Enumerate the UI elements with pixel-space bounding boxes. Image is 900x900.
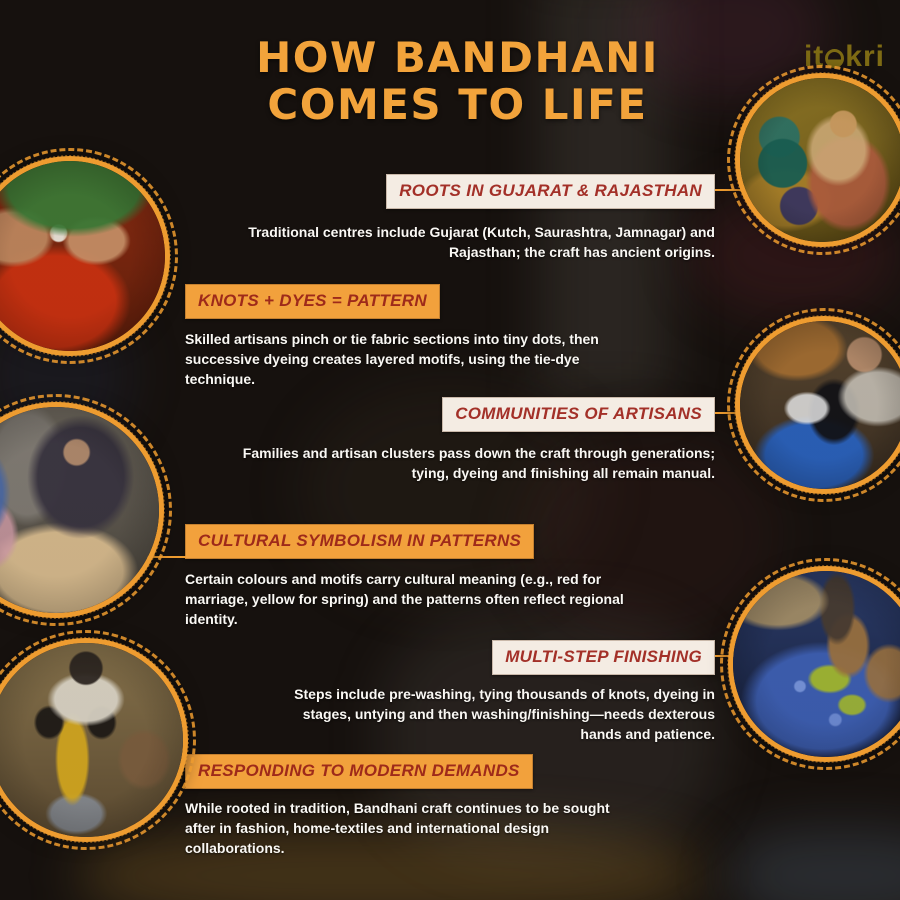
photo-circle-red-fabric-hands <box>0 156 170 356</box>
title-line-1: HOW BANDHANI <box>256 33 659 82</box>
title-line-2: COMES TO LIFE <box>267 80 648 130</box>
section-body-knots: Skilled artisans pinch or tie fabric sections into tiny dots, then successive dyeing creates layered motifs, using the tie-dye technique. <box>185 331 599 388</box>
section-heading-roots: ROOTS IN GUJARAT & RAJASTHAN <box>386 174 715 209</box>
photo-image <box>0 407 159 613</box>
photo-image <box>733 571 900 757</box>
section-body-modern: While rooted in tradition, Bandhani craft continues to be sought after in fashion, home-textiles and international design collaborations. <box>185 800 610 857</box>
section-heading-communities: COMMUNITIES OF ARTISANS <box>442 397 715 432</box>
logo-text-post: kri <box>845 40 885 73</box>
photo-circle-cream-fabric-artisan <box>0 402 164 618</box>
section-body-roots: Traditional centres include Gujarat (Kutch, Saurashtra, Jamnagar) and Rajasthan; the craft has ancient origins. <box>248 224 715 261</box>
photo-image <box>0 161 165 351</box>
photo-image <box>740 321 900 489</box>
section-body-communities: Families and artisan clusters pass down the craft through generations; tying, dyeing and finishing all remain manual. <box>242 445 715 482</box>
section-body-symbolism: Certain colours and motifs carry cultural meaning (e.g., red for marriage, yellow for spring) and the patterns often reflect regional identity. <box>185 571 624 628</box>
page-title <box>240 34 675 129</box>
section-heading-knots: KNOTS + DYES = PATTERN <box>185 284 440 319</box>
photo-circle-yellow-dyeing <box>0 638 188 842</box>
section-body-finishing: Steps include pre-washing, tying thousands of knots, dyeing in stages, untying and then washing/finishing—needs dexterous hands and patience. <box>294 686 715 743</box>
background-rock <box>730 828 900 900</box>
photo-circle-blue-vat-man <box>735 316 900 494</box>
photo-circle-indigo-vat <box>728 566 900 762</box>
photo-image <box>740 78 900 242</box>
section-heading-modern: RESPONDING TO MODERN DEMANDS <box>185 754 533 789</box>
logo-text-pre: it <box>803 40 825 73</box>
photo-image <box>0 643 183 837</box>
section-heading-symbolism: CULTURAL SYMBOLISM IN PATTERNS <box>185 524 534 559</box>
photo-circle-tying-women <box>735 73 900 247</box>
section-heading-finishing: MULTI-STEP FINISHING <box>492 640 715 675</box>
